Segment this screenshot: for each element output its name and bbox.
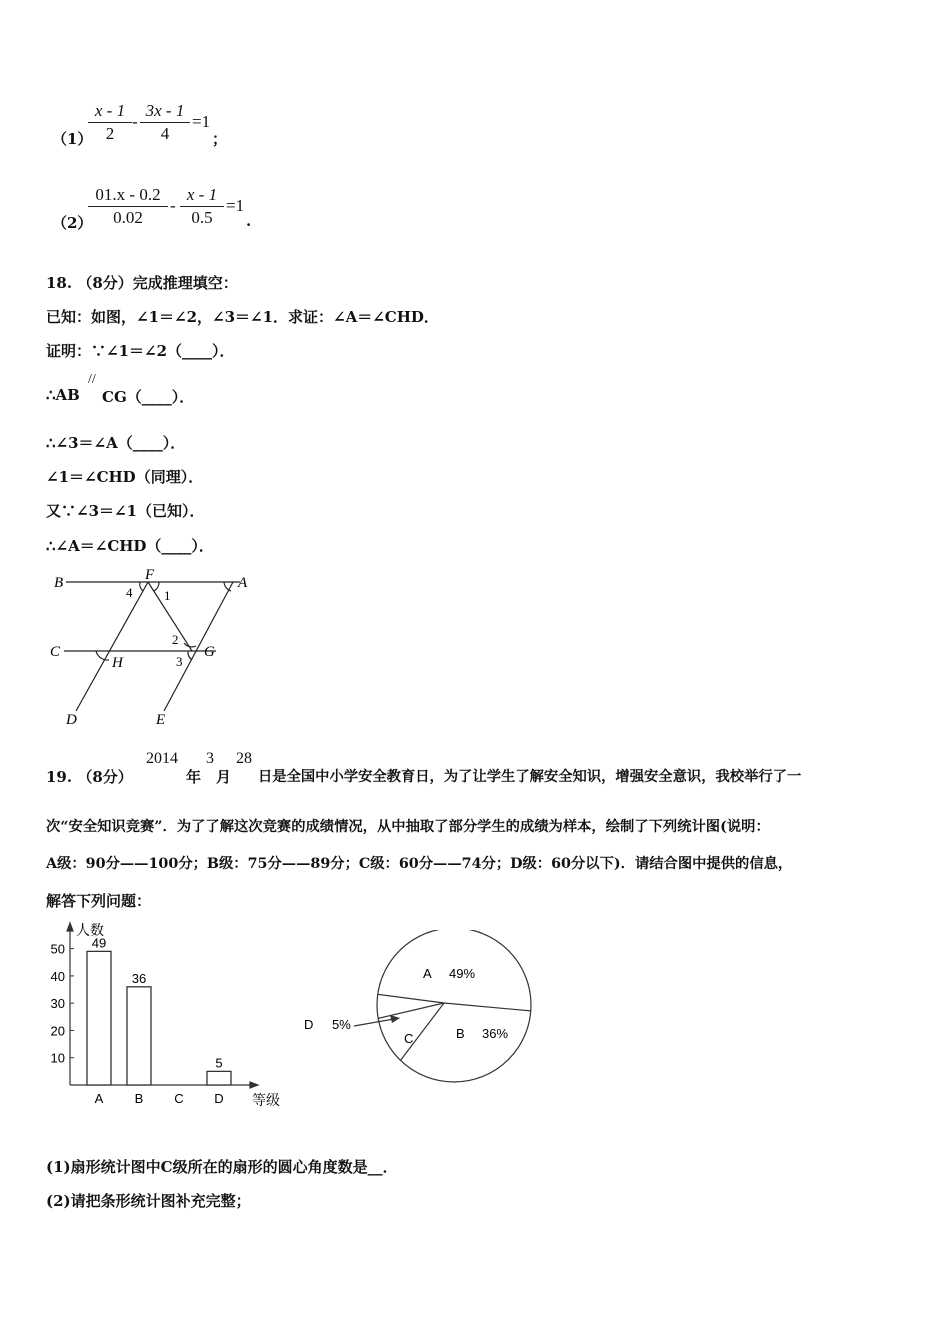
q19-prefix: 19. （8分） bbox=[46, 768, 133, 786]
eq1-fraction-2 bbox=[140, 100, 190, 145]
q18-title: 18. （8分）完成推理填空： bbox=[46, 274, 238, 292]
q18-proof-line-2a: ∴AB bbox=[46, 386, 80, 404]
eq1-frac2-denominator: 4 bbox=[160, 124, 170, 143]
q19-month-unit: 月 bbox=[216, 768, 232, 786]
bar-chart-ylabel: 人数 bbox=[76, 922, 104, 938]
bar-category-label-c: C bbox=[174, 1091, 184, 1106]
eq1-end: ； bbox=[212, 130, 228, 148]
eq1-fraction-1 bbox=[88, 100, 132, 145]
pie-label-b: B bbox=[456, 1026, 465, 1041]
label-e: E bbox=[156, 712, 166, 728]
q19-sub-question-2: (2)请把条形统计图补充完整； bbox=[46, 1192, 251, 1210]
pie-label-a: A bbox=[423, 966, 432, 981]
label-h: H bbox=[112, 655, 123, 671]
pie-divider-d-a bbox=[378, 994, 444, 1003]
eq2-minus: - bbox=[170, 196, 176, 215]
bar-category-label-d: D bbox=[214, 1091, 224, 1106]
bar-value-label-b: 36 bbox=[131, 970, 147, 986]
q19-text-line-2: 次“安全知识竞赛”．为了了解这次竞赛的成绩情况，从中抽取了部分学生的成绩为样本，绘制了下列统计图(说明： bbox=[46, 819, 770, 835]
label-c: C bbox=[50, 644, 61, 660]
q18-proof-line-5: 又∵∠3＝∠1（已知）． bbox=[46, 502, 205, 520]
pie-chart bbox=[296, 930, 546, 1090]
x-axis-arrow bbox=[250, 1082, 258, 1088]
pie-label-c: C bbox=[404, 1031, 414, 1046]
q18-proof-line-3: ∴∠3＝∠A（____）． bbox=[46, 434, 186, 452]
q18-proof-line-2b: CG（____）． bbox=[102, 388, 195, 406]
q19-year-unit: 年 bbox=[186, 768, 202, 786]
y-tick-label: 40 bbox=[50, 968, 65, 984]
eq1-frac1-denominator: 2 bbox=[105, 124, 115, 143]
pie-outline bbox=[377, 930, 531, 1082]
eq2-fraction-1 bbox=[88, 184, 168, 229]
q18-proof-line-1: 证明：∵∠1＝∠2（____）． bbox=[46, 342, 235, 360]
eq2-rhs: =1 bbox=[226, 196, 245, 215]
eq2-frac1-numerator: 01.x - 0.2 bbox=[88, 184, 168, 207]
y-tick-label: 10 bbox=[50, 1050, 65, 1066]
q19-sub-question-1: (1)扇形统计图中C级所在的扇形的圆心角度数是__． bbox=[46, 1158, 398, 1176]
bar-d bbox=[207, 1071, 231, 1085]
pie-percent-d: 5% bbox=[332, 1017, 351, 1032]
label-angle-4: 4 bbox=[126, 585, 133, 600]
q18-given: 已知：如图，∠1＝∠2，∠3＝∠1．求证：∠A＝∠CHD． bbox=[46, 308, 439, 326]
q19-text-line-3: A级：90分——100分；B级：75分——89分；C级：60分——74分；D级：60分以下)．请结合图中提供的信息， bbox=[46, 856, 793, 872]
q18-proof-line-6: ∴∠A＝∠CHD（____）． bbox=[46, 537, 214, 555]
label-a: A bbox=[238, 575, 248, 591]
eq2-frac2-numerator: x - 1 bbox=[180, 184, 224, 207]
bar-category-label-a: A bbox=[94, 1091, 104, 1106]
label-angle-2: 2 bbox=[172, 632, 179, 647]
bar-chart bbox=[40, 915, 290, 1110]
pie-d-arrow-line bbox=[354, 1019, 394, 1026]
y-tick-label: 50 bbox=[50, 941, 65, 957]
pie-percent-b: 36% bbox=[482, 1026, 509, 1041]
label-f: F bbox=[145, 567, 155, 583]
bar-chart-xlabel: 等级 bbox=[252, 1092, 280, 1108]
angle-1-arc bbox=[154, 582, 159, 591]
y-tick-label: 20 bbox=[50, 1023, 65, 1039]
eq2-frac1-denominator: 0.02 bbox=[113, 208, 143, 227]
bar-value-label-d: 5 bbox=[215, 1055, 223, 1071]
eq1-label: （1） bbox=[52, 130, 93, 148]
q18-proof-line-4: ∠1＝∠CHD（同理）． bbox=[46, 468, 204, 486]
eq2-end: . bbox=[246, 212, 252, 230]
q19-text-line-4: 解答下列问题： bbox=[46, 892, 152, 910]
bar-value-label-a: 49 bbox=[91, 935, 107, 951]
label-d: D bbox=[66, 712, 77, 728]
y-tick-label: 30 bbox=[50, 996, 65, 1012]
label-b: B bbox=[54, 575, 64, 591]
bars bbox=[87, 935, 231, 1106]
pie-label-d: D bbox=[304, 1017, 314, 1032]
y-axis-arrow bbox=[67, 923, 73, 931]
parallel-symbol: // bbox=[88, 372, 96, 387]
pie-divider-a-b bbox=[444, 1003, 531, 1011]
bar-a bbox=[87, 951, 111, 1085]
label-angle-1: 1 bbox=[164, 588, 171, 603]
eq2-fraction-2 bbox=[180, 184, 224, 229]
eq2-label: （2） bbox=[52, 214, 93, 232]
q19-text-line-1: 日是全国中小学安全教育日，为了让学生了解安全知识，增强安全意识，我校举行了一 bbox=[258, 769, 802, 785]
label-angle-3: 3 bbox=[176, 654, 183, 669]
eq1-frac2-numerator: 3x - 1 bbox=[140, 100, 190, 123]
q19-day: 28 bbox=[236, 750, 252, 767]
eq1-minus: - bbox=[132, 112, 138, 131]
bar-b bbox=[127, 987, 151, 1085]
eq1-rhs: =1 bbox=[192, 112, 211, 131]
pie-percent-a: 49% bbox=[449, 966, 476, 981]
q19-year: 2014 bbox=[146, 750, 178, 767]
bar-category-label-b: B bbox=[134, 1091, 144, 1106]
eq1-frac1-numerator: x - 1 bbox=[88, 100, 132, 123]
q19-month: 3 bbox=[206, 750, 214, 767]
q18-geometry-figure bbox=[40, 566, 270, 731]
eq2-frac2-denominator: 0.5 bbox=[191, 208, 213, 227]
line-fd bbox=[76, 582, 148, 711]
angle-4-arc bbox=[140, 582, 143, 591]
label-g: G bbox=[204, 644, 215, 660]
angle-2-arc bbox=[184, 643, 196, 647]
pie-d-arrowhead bbox=[390, 1015, 400, 1023]
